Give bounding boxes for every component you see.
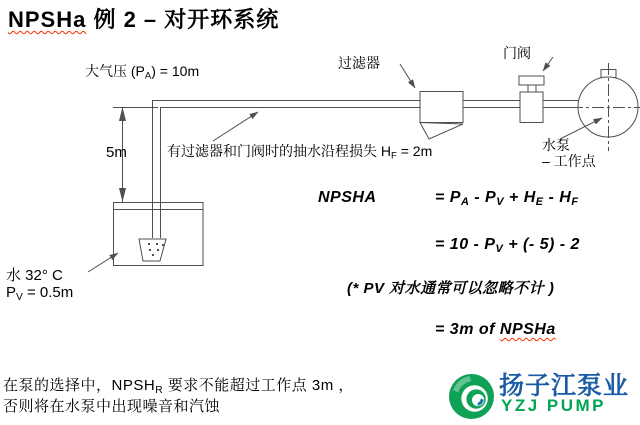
friction-arrow bbox=[213, 112, 258, 141]
suction-height-label: 5m bbox=[106, 144, 127, 161]
valve-arrow bbox=[543, 57, 553, 71]
title-keyword: NPSHa bbox=[8, 7, 87, 32]
filter-symbol bbox=[420, 92, 463, 140]
water-properties-label: 水 32° C $P_V = 0.5m$ bbox=[6, 267, 74, 303]
formula-lhs: NPSHA bbox=[318, 189, 377, 206]
selection-note-line2: 否则将在水泵中出现噪音和汽蚀 bbox=[3, 398, 221, 415]
logo-chinese-name: 扬子江泵业 bbox=[499, 372, 630, 400]
friction-loss-label: 有过滤器和门阀时的抽水沿程损失 $H_F = 2m$ bbox=[167, 143, 433, 162]
logo-english-name: YZJ PUMP bbox=[501, 396, 607, 415]
pipe bbox=[153, 101, 580, 239]
selection-note-line1: 在泵的选择中，$NPSH_R$ 要求不能超过工作点 3m ， bbox=[3, 377, 354, 396]
atmospheric-pressure-label: 大气压 $(P_A) = 10m$ bbox=[85, 63, 200, 82]
filter-label: 过滤器 bbox=[338, 55, 380, 71]
formula-result: = 3m of NPSHa bbox=[435, 321, 556, 338]
yzj-logo-icon bbox=[447, 372, 496, 421]
gate-valve-symbol bbox=[519, 76, 544, 123]
formula-eq2: = $10 - P_V$ + (- 5) - 2 bbox=[435, 236, 580, 256]
formula-note: (* PV 对水通常可以忽略不计 ) bbox=[347, 280, 555, 297]
pump-label: 水泵 – 工作点 bbox=[542, 137, 596, 169]
formula-eq1: = $P_A - P_V + H_E - H_F$ bbox=[435, 189, 579, 209]
suction-strainer bbox=[139, 239, 166, 261]
filter-arrow bbox=[400, 64, 415, 88]
gate-valve-label: 门阀 bbox=[503, 45, 531, 61]
title-rest: 例 2 – 对开环系统 bbox=[86, 7, 280, 32]
